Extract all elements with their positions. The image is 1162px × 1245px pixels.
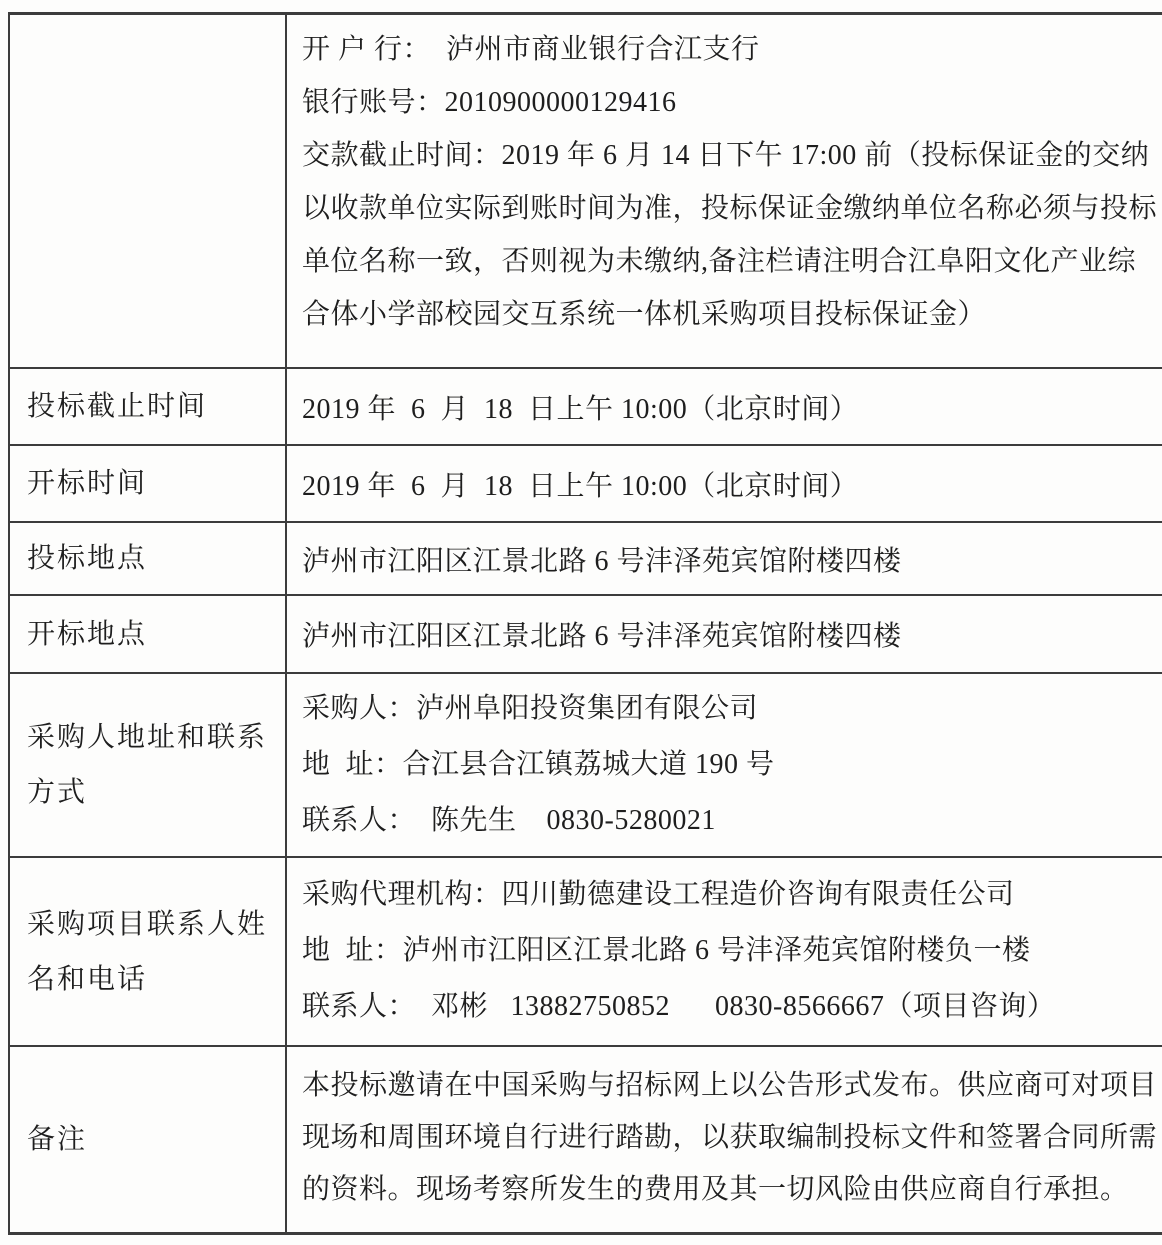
cell-line: 开 户 行： 泸州市商业银行合江支行	[302, 34, 760, 65]
cell-line: 采购人：泸州阜阳投资集团有限公司	[302, 693, 759, 724]
cell-line: 联系人： 陈先生 0830-5280021	[302, 805, 716, 836]
cell-line: 单位名称一致，否则视为未缴纳,备注栏请注明合江阜阳文化产业综	[302, 246, 1137, 277]
table-row	[10, 369, 1162, 446]
table-row	[10, 523, 1162, 596]
cell-line: 以收款单位实际到账时间为准，投标保证金缴纳单位名称必须与投标	[302, 193, 1158, 224]
row-label: 开标时间	[10, 446, 287, 521]
row-label: 投标截止时间	[10, 369, 287, 444]
table-row	[10, 446, 1162, 523]
cell-line: 的资料。现场考察所发生的费用及其一切风险由供应商自行承担。	[302, 1174, 1129, 1205]
row-label: 备注	[10, 1047, 287, 1232]
row-content	[287, 446, 1162, 521]
row-content	[287, 15, 1162, 367]
cell-line: 现场和周围环境自行进行踏勘，以获取编制投标文件和签署合同所需	[302, 1122, 1158, 1153]
row-label: 采购人地址和联系方式	[10, 674, 287, 856]
cell-line: 2019 年 6 月 18 日上午 10:00（北京时间）	[302, 393, 859, 425]
row-label: 投标地点	[10, 523, 287, 594]
cell-line: 交款截止时间：2019 年 6 月 14 日下午 17:00 前（投标保证金的交纳	[302, 140, 1150, 171]
cell-line: 地 址：泸州市江阳区江景北路 6 号沣泽苑宾馆附楼负一楼	[302, 935, 1031, 966]
table-row	[10, 15, 1162, 369]
row-content	[287, 596, 1162, 672]
table	[8, 12, 1162, 1235]
cell-line: 2019 年 6 月 18 日上午 10:00（北京时间）	[302, 470, 859, 502]
row-content	[287, 523, 1162, 594]
table-row	[10, 674, 1162, 858]
row-label	[10, 15, 287, 367]
row-label: 开标地点	[10, 596, 287, 672]
table-row	[10, 596, 1162, 674]
table-row	[10, 1047, 1162, 1235]
cell-line: 采购代理机构：四川勤德建设工程造价咨询有限责任公司	[302, 879, 1015, 910]
cell-line: 泸州市江阳区江景北路 6 号沣泽苑宾馆附楼四楼	[302, 545, 902, 577]
cell-line: 本投标邀请在中国采购与招标网上以公告形式发布。供应商可对项目	[302, 1070, 1158, 1101]
cell-line: 银行账号：2010900000129416	[302, 87, 677, 118]
table-row	[10, 858, 1162, 1047]
cell-line: 地 址：合江县合江镇荔城大道 190 号	[302, 749, 775, 780]
cell-line: 联系人： 邓彬 13882750852 0830-8566667（项目咨询）	[302, 991, 1056, 1022]
row-content	[287, 858, 1162, 1045]
cell-line: 合体小学部校园交互系统一体机采购项目投标保证金）	[302, 299, 987, 330]
row-content	[287, 1047, 1162, 1232]
cell-line: 泸州市江阳区江景北路 6 号沣泽苑宾馆附楼四楼	[302, 621, 902, 652]
row-content	[287, 369, 1162, 444]
row-label: 采购项目联系人姓名和电话	[10, 858, 287, 1045]
row-content	[287, 674, 1162, 856]
